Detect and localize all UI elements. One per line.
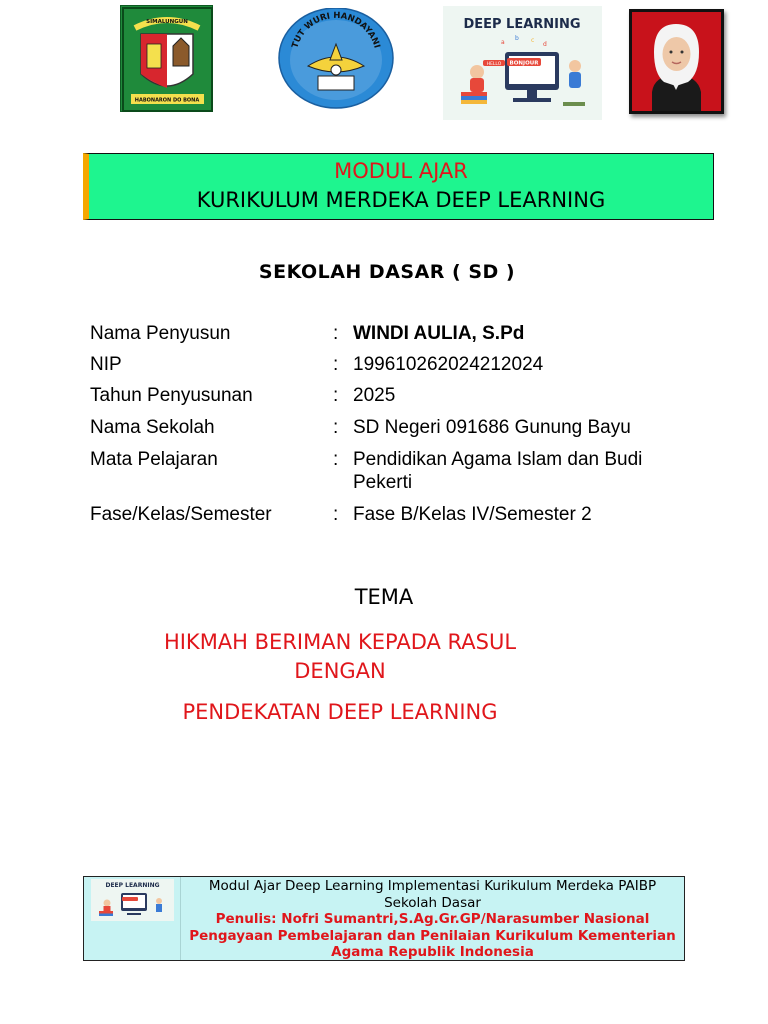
info-row-nip (90, 353, 690, 384)
info-row-phase (90, 503, 690, 534)
info-row-school (90, 416, 690, 448)
school-level-heading: SEKOLAH DASAR ( SD ) (258, 261, 516, 283)
info-colon: : (333, 417, 339, 438)
info-label: Tahun Penyusunan (90, 385, 253, 406)
svg-text:d: d (543, 41, 547, 48)
module-title-box (83, 153, 714, 220)
footer-deep-learning-icon (91, 879, 174, 921)
footer-logo-cell (84, 877, 181, 960)
footer-author-credit: Penulis: Nofri Sumantri,S.Ag.Gr.GP/Narasumber Nasional Pengayaan Pembelajaran dan Penilaian Kurikulum Kementerian Agama Republik Indonesia (189, 911, 676, 960)
info-value-school: SD Negeri 091686 Gunung Bayu (353, 417, 631, 438)
simalungun-emblem-icon (121, 6, 214, 113)
svg-text:c: c (531, 37, 535, 44)
info-value-nip: 199610262024212024 (353, 354, 544, 375)
info-colon: : (333, 385, 339, 406)
deep-learning-illustration (443, 6, 602, 120)
tut-wuri-text: TUT WURI HANDAYANI (290, 10, 382, 50)
footer-logo-text: DEEP LEARNING (105, 882, 160, 889)
svg-text:a: a (501, 39, 505, 46)
footer-module-description: Modul Ajar Deep Learning Implementasi Kurikulum Merdeka PAIBP Sekolah Dasar (208, 878, 657, 911)
footer-deep-learning-logo (91, 879, 174, 921)
tut-wuri-emblem-icon (278, 8, 394, 109)
deep-learning-illustration-icon (443, 6, 602, 120)
info-label: NIP (90, 354, 122, 375)
theme-heading: TEMA (354, 585, 414, 609)
info-value-subject: Pendidikan Agama Islam dan Budi Pekerti (353, 449, 643, 493)
info-label: Nama Penyusun (90, 323, 231, 344)
info-row-subject (90, 448, 690, 503)
info-colon: : (333, 504, 339, 525)
deep-learning-heading: DEEP LEARNING (463, 17, 581, 32)
info-label: Mata Pelajaran (90, 449, 218, 470)
svg-text:b: b (515, 35, 519, 42)
author-photo (629, 9, 724, 114)
curriculum-title: KURIKULUM MERDEKA DEEP LEARNING (196, 188, 606, 212)
simalungun-bottom-text: HABONARON DO BONA (134, 97, 200, 104)
info-colon: : (333, 354, 339, 375)
footer-text (181, 877, 684, 960)
info-value-phase: Fase B/Kelas IV/Semester 2 (353, 504, 592, 525)
simalungun-top-text: SIMALUNGUN (146, 19, 188, 25)
info-value-author: WINDI AULIA, S.Pd (353, 323, 525, 344)
hello-bubble: HELLO (486, 61, 502, 67)
info-value-year: 2025 (353, 385, 396, 406)
footer-box (83, 876, 685, 961)
info-colon: : (333, 323, 339, 344)
info-row-author (90, 322, 690, 353)
author-info-table (90, 322, 690, 534)
module-title: MODUL AJAR (334, 159, 468, 183)
info-label: Fase/Kelas/Semester (90, 504, 272, 525)
theme-approach: PENDEKATAN DEEP LEARNING (182, 700, 498, 724)
bonjour-bubble: BONJOUR (509, 60, 539, 67)
theme-title: HIKMAH BERIMAN KEPADA RASUL DENGAN (163, 630, 517, 683)
tut-wuri-handayani-logo (278, 8, 394, 109)
info-colon: : (333, 449, 339, 470)
author-portrait-icon (632, 12, 721, 111)
simalungun-regency-logo (120, 5, 213, 112)
info-label: Nama Sekolah (90, 417, 215, 438)
info-row-year (90, 384, 690, 416)
